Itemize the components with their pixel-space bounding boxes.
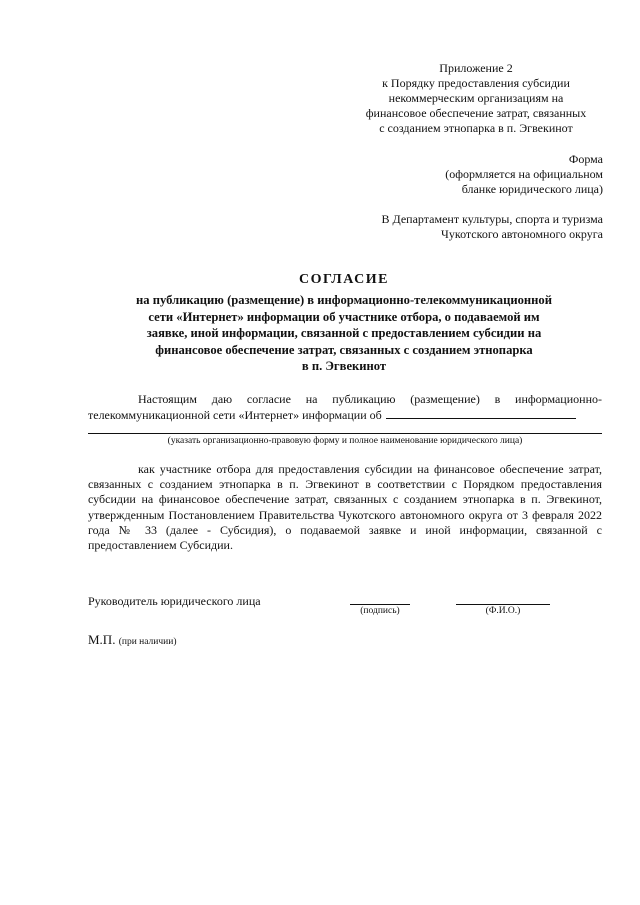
- org-name-blank[interactable]: [386, 407, 576, 419]
- consent-body: как участнике отбора для предоставления субсидии на финансовое обеспечение затрат, связанных с созданием этнопарка в п. Эгвекинот в соответствии с Порядком предоставления субсидии на финансовое обеспечение затрат, связанных с созданием этнопарка в п. Эгвекинот, утвержденным Постановлением Правительства Чукотского автономного округа от 3 февраля 2022 года № 33 (далее - Субсидия), о подаваемой заявке и иной информации, связанной с предоставлением Субсидии.: [88, 462, 602, 553]
- appendix-line: с созданием этнопарка в п. Эгвекинот: [379, 121, 573, 135]
- subtitle-line: на публикацию (размещение) в информационно-телекоммуникационной: [136, 293, 552, 307]
- form-note-line: бланке юридического лица): [461, 182, 603, 196]
- subtitle-line: сети «Интернет» информации об участнике отбора, о подаваемой им: [148, 309, 540, 324]
- document-title: СОГЛАСИЕ: [299, 272, 389, 287]
- addressee: [303, 212, 603, 242]
- appendix-line: финансовое обеспечение затрат, связанных: [365, 106, 587, 120]
- stamp-note: (при наличии): [118, 637, 177, 647]
- intro-line-2: телекоммуникационной сети «Интернет» информации об: [88, 408, 382, 422]
- form-note: [383, 152, 603, 197]
- org-name-blank-line[interactable]: [88, 433, 602, 434]
- subtitle-line: заявке, иной информации, связанной с предоставлением субсидии на: [146, 326, 542, 340]
- intro-paragraph: [88, 392, 602, 423]
- intro-line-1: Настоящим даю согласие на публикацию (размещение) в информационно-: [138, 392, 602, 406]
- form-note-line: Форма: [568, 152, 603, 166]
- appendix-line: к Порядку предоставления субсидии: [382, 76, 570, 90]
- org-name-caption: (указать организационно-правовую форму и полное наименование юридического лица): [167, 436, 523, 446]
- addressee-line: В Департамент культуры, спорта и туризма: [381, 212, 603, 226]
- addressee-line: Чукотского автономного округа: [441, 227, 603, 241]
- stamp-place: [88, 632, 176, 648]
- form-note-line: (оформляется на официальном: [445, 167, 603, 181]
- subtitle-line: финансовое обеспечение затрат, связанных с созданием этнопарка: [155, 342, 533, 357]
- stamp-label: М.П.: [88, 632, 116, 647]
- appendix-header: [340, 61, 612, 136]
- subtitle-line: в п. Эгвекинот: [301, 359, 387, 373]
- intro-line-2-wrap: [88, 407, 602, 423]
- signature-blank[interactable]: [350, 604, 410, 605]
- full-name-blank[interactable]: [456, 604, 550, 605]
- signatory-label: Руководитель юридического лица: [88, 594, 261, 608]
- document-subtitle: [88, 292, 600, 375]
- signature-caption: (подпись): [360, 606, 400, 616]
- full-name-caption: (Ф.И.О.): [485, 606, 521, 616]
- appendix-line: Приложение 2: [439, 61, 513, 75]
- appendix-line: некоммерческим организациям на: [388, 91, 564, 105]
